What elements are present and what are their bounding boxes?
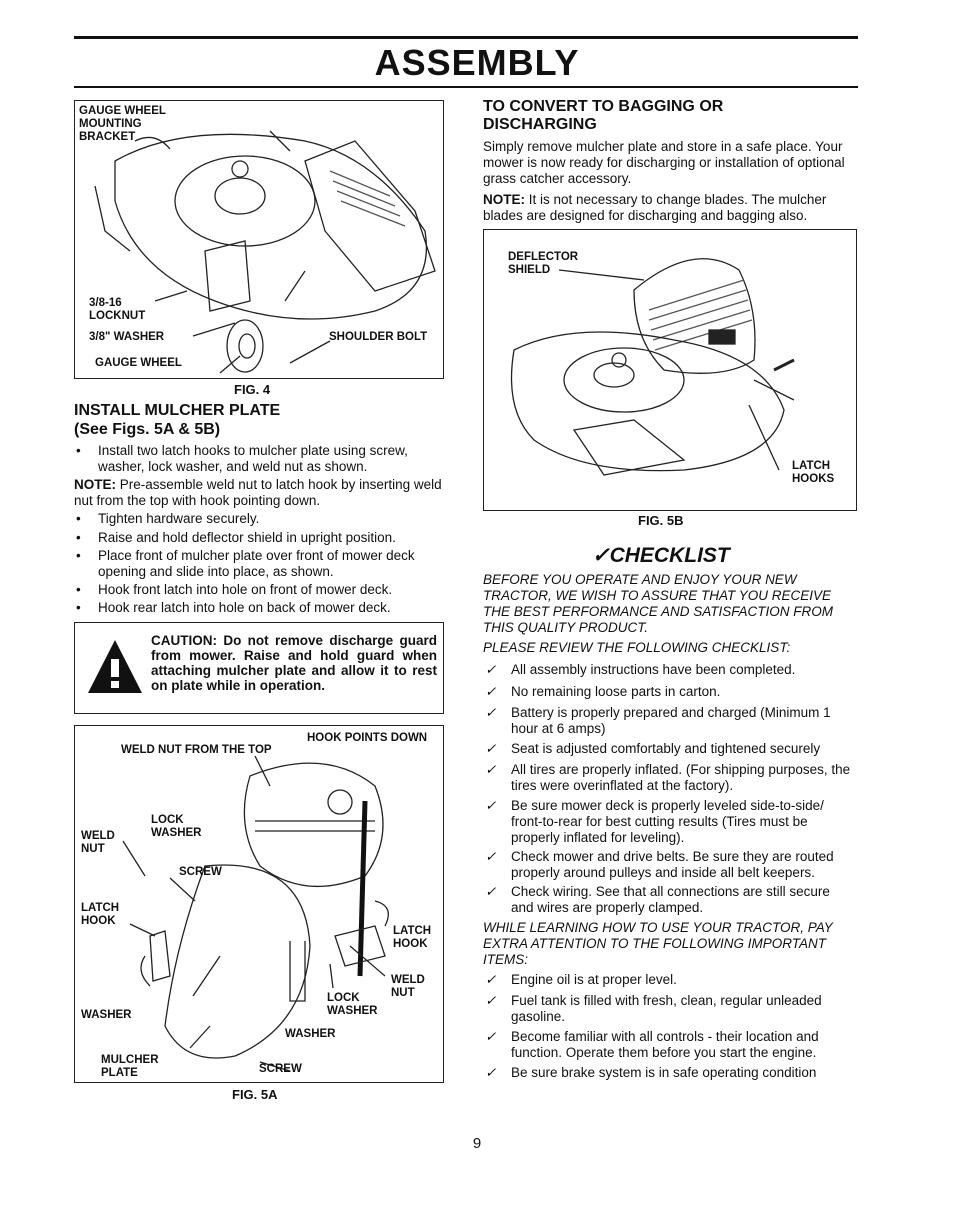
label-deflector-shield: DEFLECTOR SHIELD	[508, 251, 579, 276]
install-bullet-front-latch: • Hook front latch into hole on front of mower deck.	[76, 582, 393, 597]
figure-5a-caption: FIG. 5A	[232, 1087, 278, 1102]
figure-5a	[74, 725, 444, 1083]
label-screw-top: SCREW	[179, 866, 222, 878]
checklist-item-3: ✓ Battery is properly prepared and charged (Minimum 1 hour at 6 amps)	[485, 705, 831, 736]
install-heading: INSTALL MULCHER PLATE	[74, 402, 281, 419]
install-bullet-rear-latch: • Hook rear latch into hole on back of mower deck.	[76, 600, 391, 615]
label-mounting-bracket: GAUGE WHEEL MOUNTING BRACKET	[79, 105, 166, 143]
install-bullet-1: • Install two latch hooks to mulcher plate using screw, washer, lock washer, and weld nut as shown.	[76, 443, 408, 474]
checklist-item-1: ✓ All assembly instructions have been completed.	[485, 662, 796, 677]
label-washer-bottom: WASHER	[285, 1028, 336, 1040]
figure-5b	[483, 229, 857, 511]
label-latch-hook-right: LATCH HOOK	[393, 925, 432, 950]
checklist-item-7: ✓ Check mower and drive belts. Be sure they are routed properly around pulleys and inside all belt keepers.	[485, 849, 834, 880]
label-weld-nut-right: WELD NUT	[391, 974, 425, 999]
caution-text: CAUTION: Do not remove discharge guard from mower. Raise and hold guard when attaching mulcher plate and allow it to rest on plate while in operation.	[151, 633, 437, 693]
top-rule	[74, 36, 858, 39]
label-washer-left: WASHER	[81, 1009, 132, 1021]
convert-heading: TO CONVERT TO BAGGING OR DISCHARGING	[483, 98, 724, 133]
checklist-heading: ✓CHECKLIST	[592, 544, 730, 567]
install-bullet-tighten: • Tighten hardware securely.	[76, 511, 260, 526]
label-screw-bottom: SCREW	[259, 1063, 302, 1075]
convert-paragraph: Simply remove mulcher plate and store in a safe place. Your mower is now ready for discharging or installation of optional grass catcher accessory.	[483, 139, 845, 186]
label-weld-nut-from-top: WELD NUT FROM THE TOP	[121, 744, 272, 756]
label-lock-washer-right: LOCK WASHER	[327, 992, 378, 1017]
checklist-review: PLEASE REVIEW THE FOLLOWING CHECKLIST:	[483, 640, 791, 655]
label-weld-nut-left: WELD NUT	[81, 830, 115, 855]
checklist-while-learning: WHILE LEARNING HOW TO USE YOUR TRACTOR, PAY EXTRA ATTENTION TO THE FOLLOWING IMPORTANT ITEMS:	[483, 920, 833, 967]
label-mulcher-plate: MULCHER PLATE	[101, 1054, 159, 1079]
warning-icon	[85, 637, 145, 697]
checklist-item-8: ✓ Check wiring. See that all connections are still secure and wires are properly clamped.	[485, 884, 830, 915]
checklist-item-6: ✓ Be sure mower deck is properly leveled side-to-side/ front-to-rear for best cutting results (Tires must be properly inflated for leveling).	[485, 798, 824, 845]
install-note: NOTE: Pre-assemble weld nut to latch hook by inserting weld nut from the top with hook pointing down.	[74, 477, 442, 508]
checklist-item2-3: ✓ Become familiar with all controls - their location and function. Operate them before you start the engine.	[485, 1029, 819, 1060]
install-bullet-place: • Place front of mulcher plate over front of mower deck opening and slide into place, as shown.	[76, 548, 415, 579]
convert-note: NOTE: It is not necessary to change blades. The mulcher blades are designed for discharging and bagging also.	[483, 192, 827, 223]
checklist-intro: BEFORE YOU OPERATE AND ENJOY YOUR NEW TRACTOR, WE WISH TO ASSURE THAT YOU RECEIVE THE BEST PERFORMANCE AND SATISFACTION FROM THIS QUALITY PRODUCT.	[483, 572, 834, 635]
title-underline	[74, 86, 858, 88]
page-title: ASSEMBLY	[374, 42, 580, 83]
mulcher-plate-illustration	[75, 726, 443, 1082]
label-latch-hook-left: LATCH HOOK	[81, 902, 120, 927]
checklist-item2-2: ✓ Fuel tank is filled with fresh, clean, regular unleaded gasoline.	[485, 993, 822, 1024]
checklist-item2-1: ✓ Engine oil is at proper level.	[485, 972, 677, 987]
label-gauge-wheel: GAUGE WHEEL	[95, 357, 182, 369]
label-shoulder-bolt: SHOULDER BOLT	[329, 331, 428, 343]
figure-4-caption: FIG. 4	[234, 382, 271, 397]
label-locknut: 3/8-16 LOCKNUT	[89, 297, 146, 322]
checklist-item2-4: ✓ Be sure brake system is in safe operating condition	[485, 1065, 817, 1080]
label-hook-points-down: HOOK POINTS DOWN	[307, 732, 428, 744]
install-subheading: (See Figs. 5A & 5B)	[74, 421, 221, 438]
install-bullet-raise: • Raise and hold deflector shield in upright position.	[76, 530, 396, 545]
label-washer: 3/8" WASHER	[89, 331, 165, 343]
figure-4	[74, 100, 444, 379]
checklist-item-5: ✓ All tires are properly inflated. (For shipping purposes, the tires were overinflated at the factory).	[485, 762, 851, 793]
checklist-item-4: ✓ Seat is adjusted comfortably and tightened securely	[485, 741, 821, 756]
label-latch-hooks: LATCH HOOKS	[792, 460, 835, 485]
page-number: 9	[472, 1135, 482, 1152]
figure-5b-caption: FIG. 5B	[638, 513, 684, 528]
caution-box	[74, 622, 444, 714]
checklist-item-2: ✓ No remaining loose parts in carton.	[485, 684, 721, 699]
label-lock-washer-left: LOCK WASHER	[151, 814, 202, 839]
